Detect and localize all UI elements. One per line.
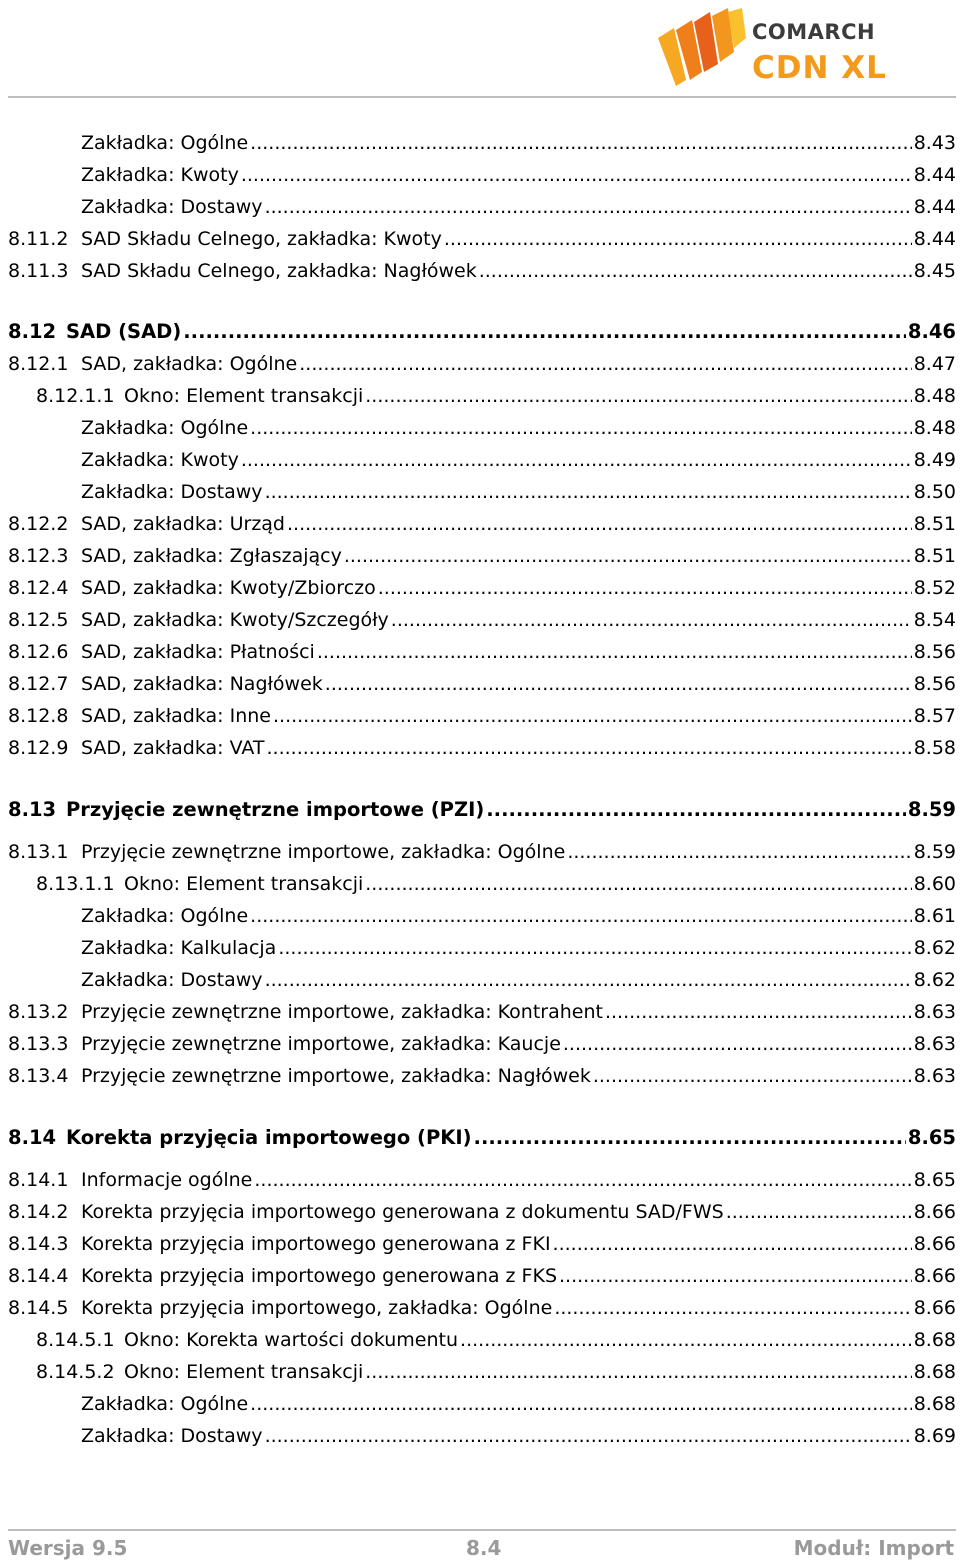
toc-entry-leader xyxy=(365,381,911,411)
toc-entry[interactable] xyxy=(8,701,956,731)
toc-entry[interactable] xyxy=(8,509,956,539)
toc-entry-number: 8.12.2 xyxy=(8,513,69,535)
toc-entry-leader xyxy=(265,477,912,507)
toc-entry-title: SAD, zakładka: VAT xyxy=(81,737,265,759)
toc-entry-page: 8.50 xyxy=(913,481,956,503)
toc-entry-title: Zakładka: Ogólne xyxy=(81,132,249,154)
toc-entry[interactable] xyxy=(8,381,956,411)
toc-entry-page: 8.66 xyxy=(913,1201,956,1223)
toc-entry[interactable] xyxy=(8,445,956,475)
toc-entry[interactable] xyxy=(8,869,956,899)
toc-entry-number: 8.13.4 xyxy=(8,1065,69,1087)
toc-entry-number: 8.12.7 xyxy=(8,673,69,695)
toc-entry[interactable] xyxy=(8,1061,956,1091)
toc-entry-number: 8.12.5 xyxy=(8,609,69,631)
toc-entry-title: SAD, zakładka: Nagłówek xyxy=(81,673,323,695)
toc-entry[interactable] xyxy=(8,1293,956,1323)
toc-entry[interactable] xyxy=(8,637,956,667)
toc-entry-title: SAD Składu Celnego, zakładka: Nagłówek xyxy=(81,260,477,282)
toc-entry-leader xyxy=(278,933,911,963)
toc-entry-title: Korekta przyjęcia importowego generowana z FKI xyxy=(81,1233,551,1255)
toc-entry-page: 8.66 xyxy=(913,1233,956,1255)
toc-entry-title: SAD, zakładka: Kwoty/Zbiorczo xyxy=(81,577,376,599)
toc-entry-title: Okno: Element transakcji xyxy=(124,873,364,895)
toc-entry[interactable] xyxy=(8,1421,956,1451)
toc-entry[interactable] xyxy=(8,256,956,286)
toc-entry-title: Zakładka: Dostawy xyxy=(81,1425,263,1447)
toc-entry-title: Korekta przyjęcia importowego generowana z dokumentu SAD/FWS xyxy=(81,1201,724,1223)
toc-entry-page: 8.44 xyxy=(913,196,956,218)
toc-entry[interactable] xyxy=(8,1261,956,1291)
toc-entry-number: 8.13.1.1 xyxy=(36,873,115,895)
toc-entry-title: Przyjęcie zewnętrzne importowe, zakładka: Ogólne xyxy=(81,841,566,863)
footer-page-number: 8.4 xyxy=(466,1536,502,1560)
toc-entry-page: 8.56 xyxy=(913,641,956,663)
toc-entry-title: Korekta przyjęcia importowego, zakładka: Ogólne xyxy=(81,1297,553,1319)
toc-entry-page: 8.63 xyxy=(913,1033,956,1055)
toc-entry[interactable] xyxy=(8,413,956,443)
toc-entry-title: Przyjęcie zewnętrzne importowe, zakładka: Kontrahent xyxy=(81,1001,603,1023)
toc-entry-leader xyxy=(265,192,912,222)
toc-entry-number: 8.13.2 xyxy=(8,1001,69,1023)
toc-entry-number: 8.13 xyxy=(8,798,57,821)
toc-entry-leader xyxy=(559,1261,912,1291)
toc-entry-title: Okno: Korekta wartości dokumentu xyxy=(124,1329,459,1351)
toc-entry-leader xyxy=(605,997,912,1027)
toc-entry[interactable] xyxy=(8,1165,956,1195)
toc-entry-page: 8.59 xyxy=(907,798,956,821)
toc-entry-title: Informacje ogólne xyxy=(81,1169,253,1191)
toc-entry[interactable] xyxy=(8,933,956,963)
toc-entry[interactable] xyxy=(8,541,956,571)
toc-entry-number: 8.14.2 xyxy=(8,1201,69,1223)
toc-entry-page: 8.59 xyxy=(913,841,956,863)
toc-entry-title: Przyjęcie zewnętrzne importowe, zakładka: Kaucje xyxy=(81,1033,561,1055)
toc-entry-leader xyxy=(444,224,912,254)
toc-entry-title: Korekta przyjęcia importowego (PKI) xyxy=(66,1126,472,1149)
toc-entry-page: 8.68 xyxy=(913,1329,956,1351)
toc-entry[interactable] xyxy=(8,349,956,379)
toc-entry-leader xyxy=(241,445,912,475)
toc-entry-page: 8.52 xyxy=(913,577,956,599)
toc-entry-number: 8.11.3 xyxy=(8,260,69,282)
toc-entry[interactable] xyxy=(8,1029,956,1059)
toc-entry-leader xyxy=(479,256,912,286)
toc-entry-number: 8.14.4 xyxy=(8,1265,69,1287)
toc-entry-page: 8.47 xyxy=(913,353,956,375)
toc-entry-title: SAD, zakładka: Zgłaszający xyxy=(81,545,342,567)
toc-entry-number: 8.12.6 xyxy=(8,641,69,663)
toc-entry[interactable] xyxy=(8,997,956,1027)
header-divider xyxy=(8,96,956,98)
toc-entry-leader xyxy=(267,733,912,763)
toc-entry-title: Korekta przyjęcia importowego generowana z FKS xyxy=(81,1265,558,1287)
toc-entry-leader xyxy=(726,1197,912,1227)
toc-entry[interactable] xyxy=(8,965,956,995)
comarch-flame-icon xyxy=(652,8,748,92)
toc-entry-leader xyxy=(567,837,911,867)
toc-entry-number: 8.14.5.1 xyxy=(36,1329,115,1351)
toc-entry-page: 8.43 xyxy=(913,132,956,154)
toc-entry-leader xyxy=(460,1325,912,1355)
toc-entry-number: 8.14.1 xyxy=(8,1169,69,1191)
toc-entry-number: 8.12.1.1 xyxy=(36,385,115,407)
toc-entry-page: 8.51 xyxy=(913,513,956,535)
toc-entry-number: 8.12.4 xyxy=(8,577,69,599)
toc-entry-title: Okno: Element transakcji xyxy=(124,1361,364,1383)
toc-entry-leader xyxy=(554,1293,911,1323)
toc-entry-page: 8.62 xyxy=(913,937,956,959)
toc-entry-title: SAD, zakładka: Płatności xyxy=(81,641,315,663)
toc-entry-number: 8.14.5.2 xyxy=(36,1361,115,1383)
toc-entry-title: SAD, zakładka: Kwoty/Szczegóły xyxy=(81,609,389,631)
toc-entry-page: 8.68 xyxy=(913,1361,956,1383)
toc-entry-number: 8.12 xyxy=(8,320,57,343)
toc-entry-number: 8.14.5 xyxy=(8,1297,69,1319)
toc-entry-leader xyxy=(273,701,912,731)
toc-entry-number: 8.14.3 xyxy=(8,1233,69,1255)
toc-entry-leader xyxy=(254,1165,911,1195)
toc-entry-leader xyxy=(250,413,912,443)
toc-entry-title: Zakładka: Dostawy xyxy=(81,481,263,503)
toc-entry[interactable] xyxy=(8,795,956,825)
toc-entry-title: Zakładka: Ogólne xyxy=(81,1393,249,1415)
toc-entry-leader xyxy=(265,965,912,995)
toc-entry-title: Zakładka: Dostawy xyxy=(81,969,263,991)
toc-entry-leader xyxy=(250,901,912,931)
toc-entry-leader xyxy=(593,1061,912,1091)
toc-entry-page: 8.56 xyxy=(913,673,956,695)
toc-entry-page: 8.63 xyxy=(913,1065,956,1087)
logo xyxy=(652,8,892,92)
toc-entry-page: 8.54 xyxy=(913,609,956,631)
toc-entry[interactable] xyxy=(8,901,956,931)
toc-entry-title: SAD Składu Celnego, zakładka: Kwoty xyxy=(81,228,442,250)
toc-entry-leader xyxy=(391,605,912,635)
toc-entry[interactable] xyxy=(8,605,956,635)
toc-entry-title: SAD, zakładka: Ogólne xyxy=(81,353,298,375)
toc-entry-number: 8.13.3 xyxy=(8,1033,69,1055)
toc-entry-number: 8.13.1 xyxy=(8,841,69,863)
toc-entry-title: SAD, zakładka: Urząd xyxy=(81,513,285,535)
toc-entry-title: Zakładka: Ogólne xyxy=(81,417,249,439)
toc-entry-leader xyxy=(474,1123,906,1153)
toc-entry-leader xyxy=(265,1421,912,1451)
toc-entry[interactable] xyxy=(8,573,956,603)
toc-entry-page: 8.62 xyxy=(913,969,956,991)
toc-entry-page: 8.65 xyxy=(913,1169,956,1191)
toc-entry-number: 8.11.2 xyxy=(8,228,69,250)
logo-text-comarch: COMARCH xyxy=(752,20,876,44)
footer-module: Moduł: Import xyxy=(793,1536,954,1560)
toc-entry[interactable] xyxy=(8,669,956,699)
toc-entry-title: Okno: Element transakcji xyxy=(124,385,364,407)
toc-entry-page: 8.68 xyxy=(913,1393,956,1415)
toc-entry-page: 8.44 xyxy=(913,164,956,186)
toc-entry-page: 8.48 xyxy=(913,417,956,439)
toc-entry-title: SAD, zakładka: Inne xyxy=(81,705,271,727)
toc-entry-leader xyxy=(486,795,906,825)
toc-entry[interactable] xyxy=(8,128,956,158)
toc-entry[interactable] xyxy=(8,224,956,254)
toc-entry[interactable] xyxy=(8,837,956,867)
toc-entry-page: 8.45 xyxy=(913,260,956,282)
footer-version: Wersja 9.5 xyxy=(8,1536,128,1560)
toc-entry-leader xyxy=(299,349,911,379)
toc-entry[interactable] xyxy=(8,1123,956,1153)
toc-entry-title: Zakładka: Dostawy xyxy=(81,196,263,218)
toc-entry-leader xyxy=(325,669,912,699)
toc-entry-page: 8.57 xyxy=(913,705,956,727)
toc-entry-leader xyxy=(250,1389,912,1419)
toc-entry-page: 8.61 xyxy=(913,905,956,927)
toc-entry[interactable] xyxy=(8,1389,956,1419)
toc-entry[interactable] xyxy=(8,1197,956,1227)
toc-entry[interactable] xyxy=(8,1357,956,1387)
toc-entry-leader xyxy=(563,1029,912,1059)
toc-entry-number: 8.12.8 xyxy=(8,705,69,727)
toc-entry[interactable] xyxy=(8,317,956,347)
toc-entry[interactable] xyxy=(8,160,956,190)
toc-entry-leader xyxy=(317,637,912,667)
toc-entry-title: Zakładka: Kwoty xyxy=(81,164,239,186)
toc-entry-page: 8.46 xyxy=(907,320,956,343)
toc-entry[interactable] xyxy=(8,1325,956,1355)
toc-entry-leader xyxy=(365,1357,911,1387)
toc-entry[interactable] xyxy=(8,477,956,507)
footer-divider xyxy=(8,1529,956,1531)
toc-entry-leader xyxy=(378,573,912,603)
toc-entry-leader xyxy=(250,128,912,158)
toc-entry-title: Przyjęcie zewnętrzne importowe, zakładka: Nagłówek xyxy=(81,1065,591,1087)
toc-entry-number: 8.12.3 xyxy=(8,545,69,567)
toc-entry-number: 8.14 xyxy=(8,1126,57,1149)
toc-entry-number: 8.12.1 xyxy=(8,353,69,375)
toc-entry-title: SAD (SAD) xyxy=(66,320,182,343)
toc-entry-title: Zakładka: Ogólne xyxy=(81,905,249,927)
toc-entry-page: 8.51 xyxy=(913,545,956,567)
toc-entry-leader xyxy=(344,541,912,571)
toc-entry-page: 8.69 xyxy=(913,1425,956,1447)
toc-entry-leader xyxy=(287,509,912,539)
toc-entry-page: 8.63 xyxy=(913,1001,956,1023)
toc-entry-title: Zakładka: Kwoty xyxy=(81,449,239,471)
toc-entry-number: 8.12.9 xyxy=(8,737,69,759)
toc-entry-leader xyxy=(553,1229,912,1259)
toc-entry-page: 8.65 xyxy=(907,1126,956,1149)
toc-entry-page: 8.44 xyxy=(913,228,956,250)
toc-entry-page: 8.49 xyxy=(913,449,956,471)
toc-entry-leader xyxy=(365,869,911,899)
toc-entry-page: 8.48 xyxy=(913,385,956,407)
toc-entry-page: 8.60 xyxy=(913,873,956,895)
toc-entry[interactable] xyxy=(8,733,956,763)
toc-entry-title: Przyjęcie zewnętrzne importowe (PZI) xyxy=(66,798,485,821)
toc-entry-title: Zakładka: Kalkulacja xyxy=(81,937,277,959)
toc-entry-page: 8.66 xyxy=(913,1265,956,1287)
toc-entry[interactable] xyxy=(8,192,956,222)
toc-entry-leader xyxy=(241,160,912,190)
toc-entry-leader xyxy=(183,317,906,347)
toc-entry[interactable] xyxy=(8,1229,956,1259)
logo-text-cdn-xl: CDN XL xyxy=(752,50,887,86)
toc-entry-page: 8.66 xyxy=(913,1297,956,1319)
toc-entry-page: 8.58 xyxy=(913,737,956,759)
